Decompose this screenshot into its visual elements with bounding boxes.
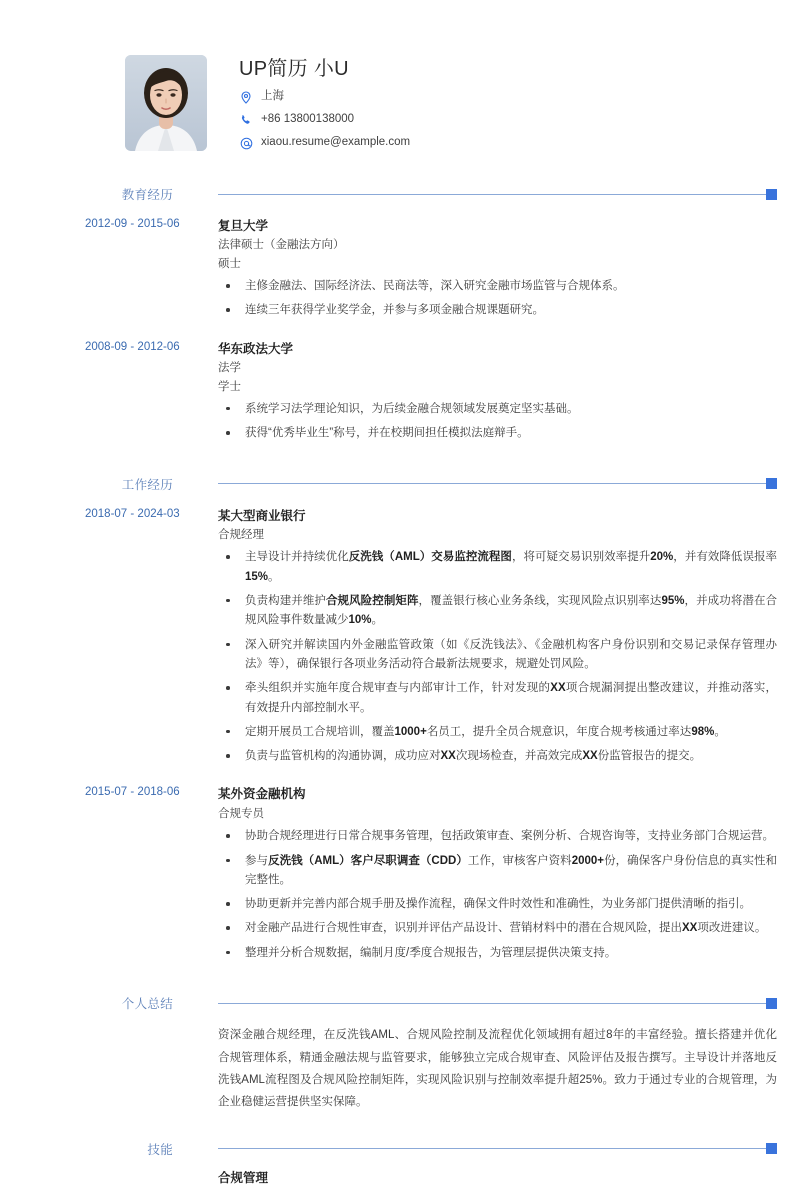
entry-date: 2012-09 - 2015-06: [85, 218, 180, 230]
full-name: UP简历 小U: [239, 58, 349, 80]
location-pin-icon: [239, 90, 253, 104]
list-item: 牵头组织并实施年度合规审查与内部审计工作，针对发现的XX项合规漏洞提出整改建议，并推动落实，有效提升内部控制水平。: [218, 679, 777, 718]
school-name: 复旦大学: [218, 219, 269, 233]
section-rule: [218, 1148, 766, 1149]
contact-location-text: 上海: [261, 90, 284, 103]
section-header-skills: [0, 1140, 800, 1158]
section-rule: [218, 194, 766, 195]
skill-body: [203, 1169, 777, 1188]
section-title-skills: 技能: [147, 1142, 173, 1157]
list-item: 参与反洗钱（AML）客户尽职调查（CDD）工作，审核客户资料2000+份，确保客户身份信息的真实性和完整性。: [218, 852, 777, 891]
list-item: 系统学习法学理论知识，为后续金融合规领域发展奠定坚实基础。: [218, 400, 777, 419]
list-item: 协助合规经理进行日常合规事务管理，包括政策审查、案例分析、合规咨询等，支持业务部门合规运营。: [218, 827, 777, 846]
education-entry: [0, 340, 800, 449]
section-header-education: [0, 185, 800, 203]
section-rule: [218, 1003, 766, 1004]
contact-phone-text: +86 13800138000: [261, 113, 355, 126]
summary-text: 资深金融合规经理，在反洗钱AML、合规风险控制及流程优化领域拥有超过8年的丰富经验。擅长搭建并优化合规管理体系，精通金融法规与监管要求，能够独立完成合规审查、风险评估及报告撰写。主导设计并落地反洗钱AML流程图及合规风险控制矩阵，实现风险识别与控制效率提升超25%。致力于通过专业的合规管理，为企业稳健运营提供坚实保障。: [218, 1029, 777, 1109]
list-item: 协助更新并完善内部合规手册及操作流程，确保文件时效性和准确性，为业务部门提供清晰的指引。: [218, 895, 777, 914]
work-entry: [0, 785, 800, 968]
list-item: 连续三年获得学业奖学金，并参与多项金融合规课题研究。: [218, 301, 777, 320]
entry-body: [203, 507, 777, 772]
entry-date: 2018-07 - 2024-03: [85, 507, 180, 520]
entry-body: [203, 785, 777, 968]
entry-date: 2015-07 - 2018-06: [85, 786, 180, 799]
contact-email: [239, 136, 410, 150]
entry-date: 2008-09 - 2012-06: [85, 340, 180, 353]
skill-name: 合规管理: [218, 1170, 269, 1185]
section-header-work: [0, 475, 800, 493]
contact-phone: [239, 113, 410, 127]
bullet-list: [218, 400, 777, 444]
section-end-square: [766, 1143, 777, 1154]
bullet-list: [218, 827, 777, 963]
major: 法律硕士（金融法方向）: [218, 239, 345, 252]
section-title-education: 教育经历: [121, 188, 173, 202]
list-item: 负责构建并维护合规风险控制矩阵，覆盖银行核心业务条线，实现风险点识别率达95%，并成功将潜在合规风险事件数量减少10%。: [218, 592, 777, 631]
list-item: 获得“优秀毕业生”称号，并在校期间担任模拟法庭辩手。: [218, 424, 777, 443]
work-entry: [0, 507, 800, 772]
school-name: 华东政法大学: [218, 341, 294, 356]
job-title: 合规经理: [218, 528, 264, 541]
section-end-square: [766, 478, 777, 489]
list-item: 主导设计并持续优化反洗钱（AML）交易监控流程图，将可疑交易识别效率提升20%，并有效降低误报率15%。: [218, 548, 777, 587]
resume-header: [0, 0, 800, 159]
summary-block: [0, 1024, 800, 1114]
section-title-summary: 个人总结: [121, 997, 173, 1012]
bullet-list: [218, 548, 777, 766]
header-info: [239, 55, 410, 159]
list-item: 定期开展员工合规培训，覆盖1000+名员工，提升全员合规意识，年度合规考核通过率达98%。: [218, 723, 777, 742]
contact-email-text: xiaou.resume@example.com: [261, 136, 411, 149]
email-at-icon: [239, 136, 253, 150]
section-header-summary: [0, 994, 800, 1012]
contact-location: [239, 90, 410, 104]
section-end-square: [766, 189, 777, 200]
section-rule: [218, 483, 766, 484]
skills-block: [0, 1169, 800, 1188]
education-entry: [0, 217, 800, 326]
job-title: 合规专员: [218, 807, 264, 820]
degree: 学士: [218, 380, 241, 393]
entry-body: [203, 340, 777, 449]
list-item: 对金融产品进行合规性审查，识别并评估产品设计、营销材料中的潜在合规风险，提出XX项改进建议。: [218, 919, 777, 938]
company-name: 某外资金融机构: [218, 787, 306, 802]
list-item: 深入研究并解读国内外金融监管政策（如《反洗钱法》、《金融机构客户身份识别和交易记录保存管理办法》等），确保银行各项业务活动符合最新法规要求，规避处罚风险。: [218, 636, 777, 675]
major: 法学: [218, 362, 241, 375]
spacer: [85, 1024, 203, 1114]
company-name: 某大型商业银行: [218, 508, 306, 523]
avatar: [125, 55, 207, 151]
list-item: 主修金融法、国际经济法、民商法等，深入研究金融市场监管与合规体系。: [218, 277, 777, 296]
bullet-list: [218, 277, 777, 321]
section-title-work: 工作经历: [121, 477, 173, 492]
degree: 硕士: [218, 257, 241, 270]
list-item: 整理并分析合规数据，编制月度/季度合规报告，为管理层提供决策支持。: [218, 944, 777, 963]
phone-icon: [239, 113, 253, 127]
entry-body: [203, 217, 777, 326]
list-item: 负责与监管机构的沟通协调，成功应对XX次现场检查，并高效完成XX份监管报告的提交。: [218, 747, 777, 766]
spacer: [85, 1169, 203, 1188]
section-end-square: [766, 998, 777, 1009]
